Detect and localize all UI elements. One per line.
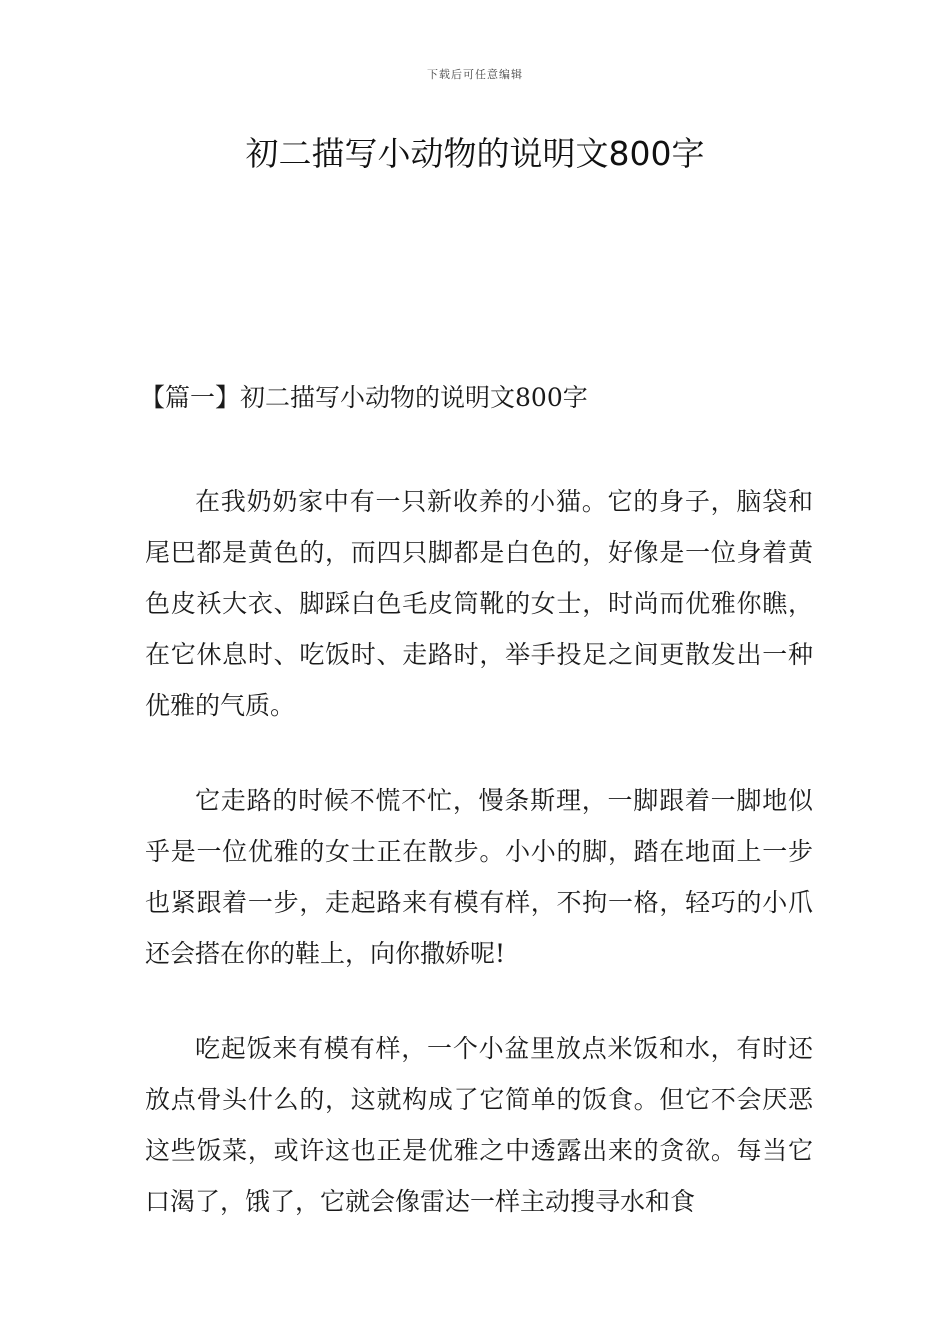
paragraph-2: 它走路的时候不慌不忙，慢条斯理，一脚跟着一脚地似乎是一位优雅的女士正在散步。小小的脚，踏在地面上一步也紧跟着一步，走起路来有模有样，不拘一格，轻巧的小爪还会搭在你的鞋上，向你撒娇呢!: [145, 786, 813, 968]
paragraph-3: 吃起饭来有模有样，一个小盆里放点米饭和水，有时还放点骨头什么的，这就构成了它简单的饭食。但它不会厌恶这些饭菜，或许这也正是优雅之中透露出来的贪欲。每当它口渴了，饿了，它就会像雷达一样主动搜寻水和食: [145, 1034, 813, 1216]
header-note: 下载后可任意编辑: [427, 68, 523, 81]
document-title: 初二描写小动物的说明文800字: [245, 134, 705, 173]
paragraph-1: 在我奶奶家中有一只新收养的小猫。它的身子，脑袋和尾巴都是黄色的，而四只脚都是白色的，好像是一位身着黄色皮袄大衣、脚踩白色毛皮筒靴的女士，时尚而优雅你瞧，在它休息时、吃饭时、走路时，举手投足之间更散发出一种优雅的气质。: [145, 487, 813, 720]
section-heading: 【篇一】初二描写小动物的说明文800字: [140, 383, 588, 412]
